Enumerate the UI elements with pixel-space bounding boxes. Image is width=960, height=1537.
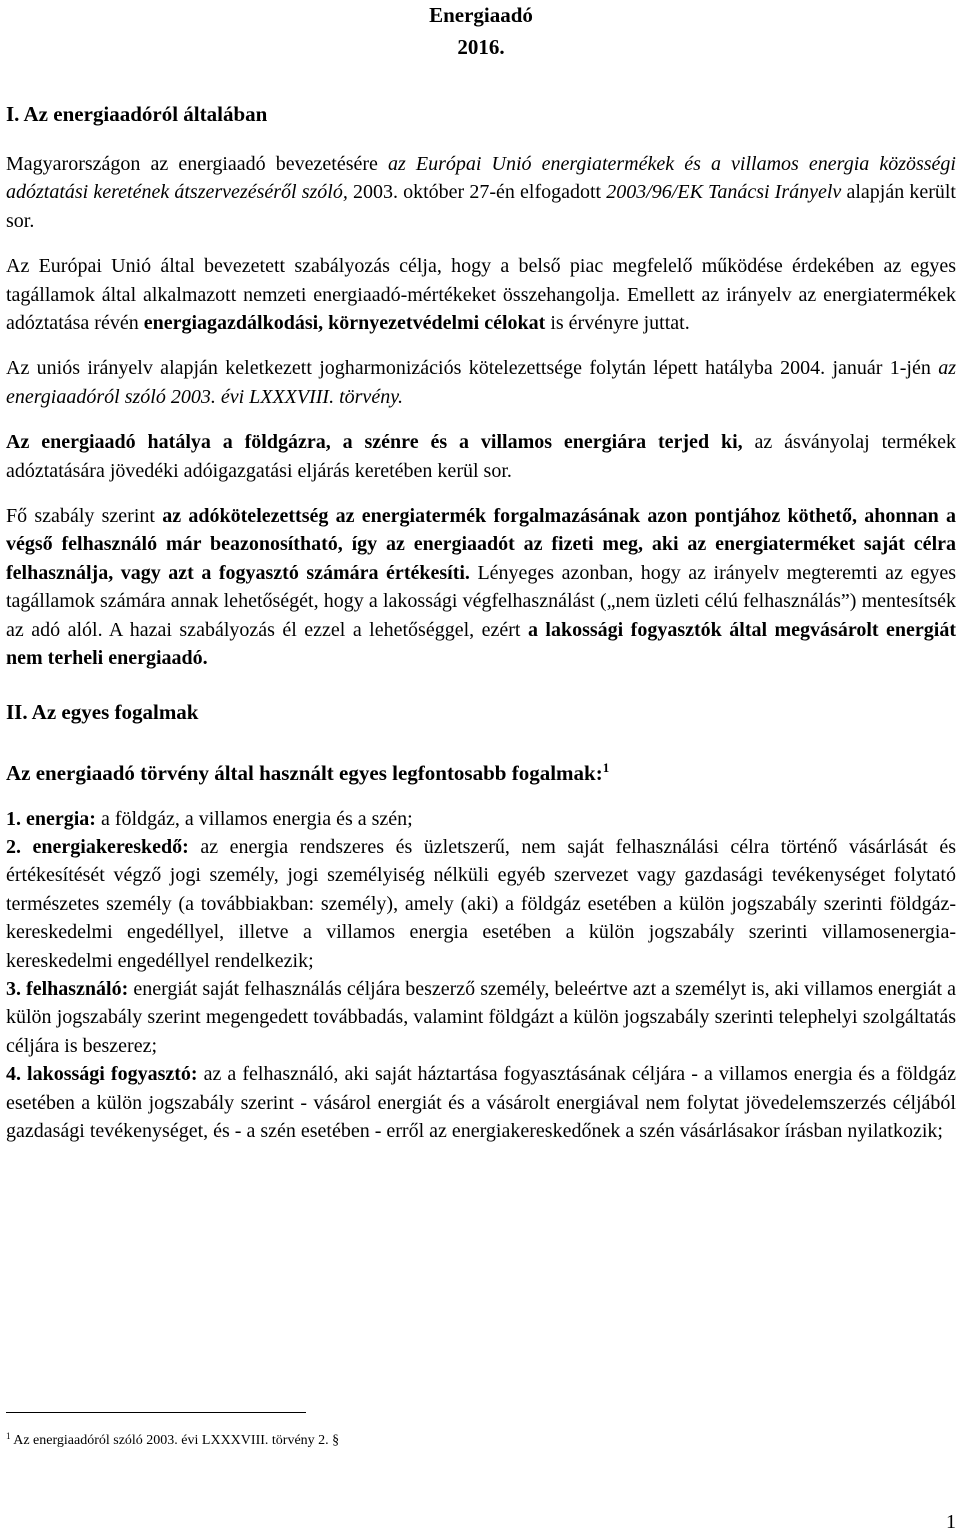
document-title: Energiaadó	[429, 3, 533, 27]
paragraph-eu-goal: Az Európai Unió által bevezetett szabályozás célja, hogy a belső piac megfelelő működése érdekében az egyes tagállamok által alkalmazott nemzeti energiaadó-mértékeket összehangolja. Emellett az irányelv az energiatermékek adóztatása révén energiagazdálkodási, környezetvédelmi célokat is érvényre juttat.	[6, 255, 956, 335]
paragraph-intro: Magyarországon az energiaadó bevezetésére az Európai Unió energiatermékek és a villamos energia közösségi adóztatási keretének átszervezéséről szóló, 2003. október 27-én elfogadott 2003/96/EK Tanácsi Irányelv alapján került sor.	[6, 153, 956, 232]
section-heading-2: II. Az egyes fogalmak	[6, 699, 199, 724]
page-number: 1	[946, 1511, 956, 1533]
footnote-ref[interactable]: 1	[602, 759, 610, 775]
definition-item: 3. felhasználó: energiát saját felhasználás céljára beszerző személy, beleértve azt a személyt is, aki villamos energiát a külön jogszabály szerint megengedett továbbadás, valamint földgázt a külön jogszabály szerinti telephelyi szolgáltatás céljára is beszerez;	[6, 977, 956, 1057]
paragraph-main-rule: Fő szabály szerint az adókötelezettség az energiatermék forgalmazásának azon pontjához köthető, ahonnan a végső felhasználó már beazonosítható, így az energiaadót az fizeti meg, aki az energiaterméket saját célra felhasználja, vagy azt a fogyasztó számára értékesíti. Lényeges azonban, hogy az irányelv megteremti az egyes tagállamok számára annak lehetőségét, hogy a lakossági végfelhasználást („nem üzleti célú felhasználás”) mentesítsék az adó alól. A hazai szabályozás él ezzel a lehetőséggel, ezért a lakossági fogyasztók által megvásárolt energiát nem terheli energiaadó.	[6, 505, 956, 670]
definitions-heading: Az energiaadó törvény által használt egyes legfontosabb fogalmak:$^1$	[6, 759, 610, 785]
document-year: 2016.	[457, 35, 505, 59]
definition-item: 1. energia: a földgáz, a villamos energia és a szén;	[6, 807, 413, 830]
paragraph-scope: Az energiaadó hatálya a földgázra, a szénre és a villamos energiára terjed ki, az ásványolaj termékek adóztatására jövedéki adóigazgatási eljárás keretében kerül sor.	[6, 431, 956, 482]
paragraph-law: Az uniós irányelv alapján keletkezett jogharmonizációs kötelezettsége folytán lépett hatályba 2004. január 1-jén az energiaadóról szóló 2003. évi LXXXVIII. törvény.	[6, 357, 956, 408]
definition-item: 2. energiakereskedő: az energia rendszeres és üzletszerű, nem saját felhasználási célra történő vásárlását és értékesítését végző jogi személy, jogi személyiség nélküli egyéb szervezet vagy gazdasági tevékenységet folytató természetes személy (a továbbiakban: személy), amely (aki) a földgáz esetében a külön jogszabály szerinti földgáz-kereskedelmi engedéllyel, illetve a villamos energia esetében a külön jogszabály szerinti villamosenergia-kereskedelmi engedéllyel rendelkezik;	[6, 835, 956, 972]
section-heading-1: I. Az energiaadóról általában	[6, 102, 268, 126]
footnote: $^1$ Az energiaadóról szóló 2003. évi LXXXVIII. törvény 2. §	[6, 1431, 340, 1448]
footnote-separator	[6, 1412, 306, 1413]
document-page	[6, 0, 956, 1145]
definition-item: 4. lakossági fogyasztó: az a felhasználó, aki saját háztartása fogyasztásának céljára - a villamos energia és a földgáz esetében a külön jogszabály szerint - vásárol energiát és a vásárolt energiával nem folytat jövedelemszerzés céljából gazdasági tevékenységet, és - a szén esetében - erről az energiakereskedőnek a szén vásárlásakor írásban nyilatkozik;	[6, 1063, 956, 1142]
